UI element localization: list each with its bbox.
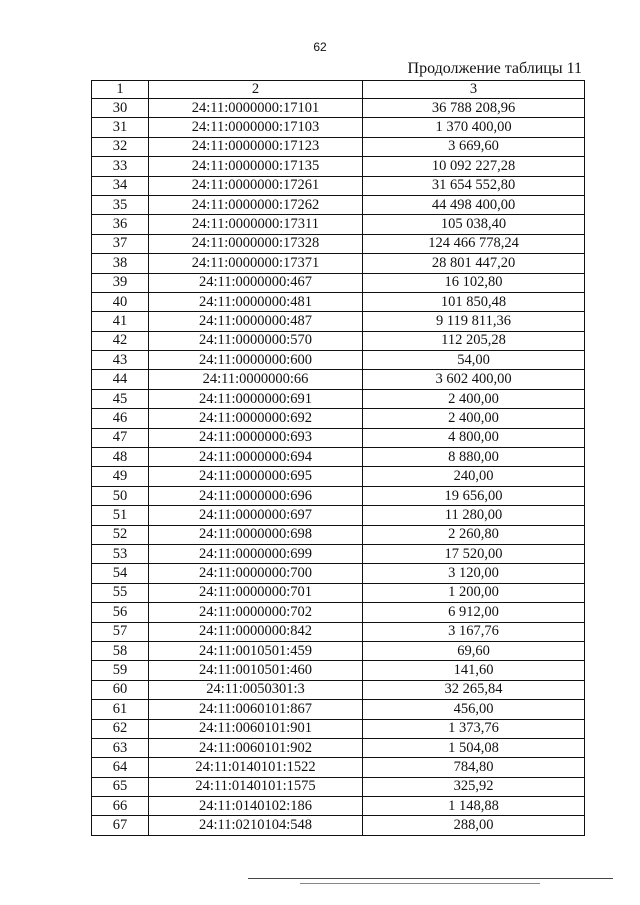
cadastral-number-cell: 24:11:0000000:17328 [149, 234, 363, 253]
table-row [92, 564, 585, 583]
value-cell: 3 120,00 [363, 564, 585, 583]
row-number-cell: 61 [92, 700, 149, 719]
cadastral-number-cell: 24:11:0000000:692 [149, 409, 363, 428]
row-number-cell: 34 [92, 176, 149, 195]
table-row [92, 641, 585, 660]
table-row [92, 777, 585, 796]
table-row [92, 428, 585, 447]
footer-rule-secondary [300, 883, 540, 884]
table-row [92, 351, 585, 370]
row-number-cell: 67 [92, 816, 149, 835]
value-cell: 3 602 400,00 [363, 370, 585, 389]
row-number-cell: 54 [92, 564, 149, 583]
row-number-cell: 45 [92, 389, 149, 408]
cadastral-number-cell: 24:11:0000000:697 [149, 506, 363, 525]
value-cell: 11 280,00 [363, 506, 585, 525]
table-row [92, 525, 585, 544]
table-row [92, 467, 585, 486]
value-cell: 141,60 [363, 661, 585, 680]
cadastral-number-cell: 24:11:0060101:867 [149, 700, 363, 719]
row-number-cell: 63 [92, 738, 149, 757]
table-row [92, 622, 585, 641]
table-row [92, 797, 585, 816]
value-cell: 1 373,76 [363, 719, 585, 738]
cadastral-number-cell: 24:11:0000000:17123 [149, 137, 363, 156]
page-number: 62 [313, 40, 327, 54]
value-cell: 325,92 [363, 777, 585, 796]
row-number-cell: 40 [92, 292, 149, 311]
value-cell: 44 498 400,00 [363, 195, 585, 214]
row-number-cell: 59 [92, 661, 149, 680]
row-number-cell: 33 [92, 157, 149, 176]
cadastral-number-cell: 24:11:0000000:17261 [149, 176, 363, 195]
table-row [92, 312, 585, 331]
value-cell: 1 504,08 [363, 738, 585, 757]
value-cell: 19 656,00 [363, 486, 585, 505]
cadastral-number-cell: 24:11:0140102:186 [149, 797, 363, 816]
value-cell: 240,00 [363, 467, 585, 486]
table-row [92, 234, 585, 253]
table-row [92, 215, 585, 234]
cadastral-number-cell: 24:11:0000000:481 [149, 292, 363, 311]
row-number-cell: 32 [92, 137, 149, 156]
value-cell: 16 102,80 [363, 273, 585, 292]
table-header-row [92, 81, 585, 99]
value-cell: 69,60 [363, 641, 585, 660]
cadastral-number-cell: 24:11:0000000:700 [149, 564, 363, 583]
value-cell: 36 788 208,96 [363, 99, 585, 118]
value-cell: 105 038,40 [363, 215, 585, 234]
row-number-cell: 43 [92, 351, 149, 370]
row-number-cell: 57 [92, 622, 149, 641]
value-cell: 8 880,00 [363, 448, 585, 467]
cadastral-number-cell: 24:11:0000000:17262 [149, 195, 363, 214]
table-row [92, 254, 585, 273]
table-row [92, 157, 585, 176]
table-row [92, 583, 585, 602]
value-cell: 112 205,28 [363, 331, 585, 350]
table-row [92, 506, 585, 525]
value-cell: 10 092 227,28 [363, 157, 585, 176]
cadastral-number-cell: 24:11:0000000:487 [149, 312, 363, 331]
value-cell: 101 850,48 [363, 292, 585, 311]
table-row [92, 603, 585, 622]
row-number-cell: 64 [92, 758, 149, 777]
cadastral-number-cell: 24:11:0000000:600 [149, 351, 363, 370]
row-number-cell: 53 [92, 544, 149, 563]
value-cell: 124 466 778,24 [363, 234, 585, 253]
footer-rule [248, 878, 613, 879]
row-number-cell: 46 [92, 409, 149, 428]
cadastral-number-cell: 24:11:0140101:1522 [149, 758, 363, 777]
value-cell: 3 167,76 [363, 622, 585, 641]
cadastral-number-cell: 24:11:0000000:842 [149, 622, 363, 641]
cadastral-value-table [91, 80, 585, 836]
cadastral-number-cell: 24:11:0000000:17103 [149, 118, 363, 137]
row-number-cell: 48 [92, 448, 149, 467]
row-number-cell: 35 [92, 195, 149, 214]
value-cell: 6 912,00 [363, 603, 585, 622]
value-cell: 2 260,80 [363, 525, 585, 544]
row-number-cell: 62 [92, 719, 149, 738]
value-cell: 784,80 [363, 758, 585, 777]
table-row [92, 700, 585, 719]
row-number-cell: 39 [92, 273, 149, 292]
cadastral-number-cell: 24:11:0000000:17311 [149, 215, 363, 234]
row-number-cell: 30 [92, 99, 149, 118]
row-number-cell: 51 [92, 506, 149, 525]
row-number-cell: 47 [92, 428, 149, 447]
table-row [92, 758, 585, 777]
value-cell: 288,00 [363, 816, 585, 835]
table-row [92, 738, 585, 757]
row-number-cell: 58 [92, 641, 149, 660]
value-cell: 1 370 400,00 [363, 118, 585, 137]
cadastral-number-cell: 24:11:0000000:570 [149, 331, 363, 350]
table-row [92, 137, 585, 156]
table-row [92, 680, 585, 699]
cadastral-number-cell: 24:11:0010501:459 [149, 641, 363, 660]
table-row [92, 273, 585, 292]
table-row [92, 448, 585, 467]
value-cell: 17 520,00 [363, 544, 585, 563]
value-cell: 9 119 811,36 [363, 312, 585, 331]
row-number-cell: 37 [92, 234, 149, 253]
table-row [92, 409, 585, 428]
value-cell: 3 669,60 [363, 137, 585, 156]
table-row [92, 661, 585, 680]
value-cell: 32 265,84 [363, 680, 585, 699]
value-cell: 2 400,00 [363, 389, 585, 408]
cadastral-number-cell: 24:11:0140101:1575 [149, 777, 363, 796]
table-row [92, 99, 585, 118]
row-number-cell: 56 [92, 603, 149, 622]
value-cell: 28 801 447,20 [363, 254, 585, 273]
cadastral-number-cell: 24:11:0000000:696 [149, 486, 363, 505]
row-number-cell: 66 [92, 797, 149, 816]
value-cell: 31 654 552,80 [363, 176, 585, 195]
table-row [92, 195, 585, 214]
table-row [92, 486, 585, 505]
table-caption: Продолжение таблицы 11 [407, 60, 582, 77]
cadastral-number-cell: 24:11:0010501:460 [149, 661, 363, 680]
row-number-cell: 31 [92, 118, 149, 137]
column-header-2: 2 [149, 81, 363, 99]
table-row [92, 719, 585, 738]
row-number-cell: 49 [92, 467, 149, 486]
row-number-cell: 65 [92, 777, 149, 796]
cadastral-number-cell: 24:11:0000000:17371 [149, 254, 363, 273]
cadastral-number-cell: 24:11:0060101:902 [149, 738, 363, 757]
row-number-cell: 52 [92, 525, 149, 544]
row-number-cell: 36 [92, 215, 149, 234]
column-header-1: 1 [92, 81, 149, 99]
cadastral-number-cell: 24:11:0000000:467 [149, 273, 363, 292]
cadastral-number-cell: 24:11:0000000:17101 [149, 99, 363, 118]
row-number-cell: 50 [92, 486, 149, 505]
cadastral-number-cell: 24:11:0210104:548 [149, 816, 363, 835]
cadastral-number-cell: 24:11:0000000:701 [149, 583, 363, 602]
table-row [92, 816, 585, 835]
row-number-cell: 55 [92, 583, 149, 602]
column-header-3: 3 [363, 81, 585, 99]
row-number-cell: 60 [92, 680, 149, 699]
cadastral-number-cell: 24:11:0000000:699 [149, 544, 363, 563]
cadastral-number-cell: 24:11:0000000:698 [149, 525, 363, 544]
row-number-cell: 38 [92, 254, 149, 273]
row-number-cell: 44 [92, 370, 149, 389]
value-cell: 1 148,88 [363, 797, 585, 816]
table-body [92, 99, 585, 836]
table-row [92, 331, 585, 350]
cadastral-number-cell: 24:11:0000000:17135 [149, 157, 363, 176]
cadastral-number-cell: 24:11:0000000:695 [149, 467, 363, 486]
table-row [92, 544, 585, 563]
table-row [92, 118, 585, 137]
row-number-cell: 41 [92, 312, 149, 331]
value-cell: 54,00 [363, 351, 585, 370]
table-row [92, 292, 585, 311]
table-row [92, 389, 585, 408]
value-cell: 456,00 [363, 700, 585, 719]
value-cell: 1 200,00 [363, 583, 585, 602]
value-cell: 4 800,00 [363, 428, 585, 447]
table-row [92, 176, 585, 195]
cadastral-number-cell: 24:11:0060101:901 [149, 719, 363, 738]
row-number-cell: 42 [92, 331, 149, 350]
cadastral-number-cell: 24:11:0000000:702 [149, 603, 363, 622]
cadastral-number-cell: 24:11:0050301:3 [149, 680, 363, 699]
cadastral-number-cell: 24:11:0000000:66 [149, 370, 363, 389]
cadastral-number-cell: 24:11:0000000:693 [149, 428, 363, 447]
cadastral-number-cell: 24:11:0000000:694 [149, 448, 363, 467]
value-cell: 2 400,00 [363, 409, 585, 428]
table-row [92, 370, 585, 389]
cadastral-number-cell: 24:11:0000000:691 [149, 389, 363, 408]
